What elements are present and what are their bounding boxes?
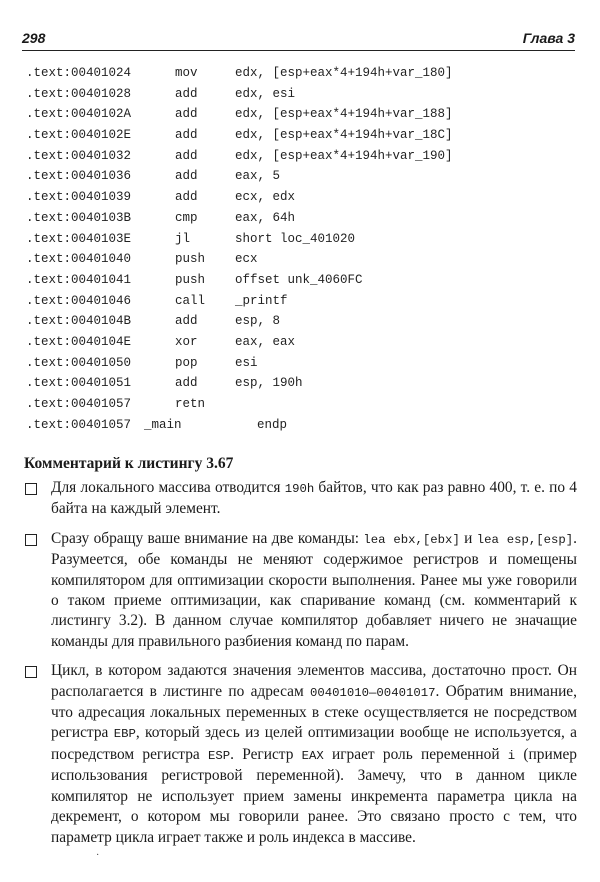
code-operands: edx, [esp+eax*4+194h+var_188] xyxy=(235,107,453,122)
text-run: Цикл, в котором задаются значения элементов массива, достаточно прост. Он располагается в листинге по адресам xyxy=(51,662,577,700)
code-address: .text:00401046 xyxy=(26,293,132,308)
code-operands: edx, [esp+eax*4+194h+var_180] xyxy=(235,66,453,80)
inline-code: lea esp,[esp] xyxy=(476,532,574,547)
inline-code: 190h xyxy=(284,482,315,496)
code-address: .text:00401041 xyxy=(26,272,132,287)
code-line xyxy=(26,291,566,312)
code-address: .text:0040104E xyxy=(26,334,132,349)
bullet-list xyxy=(24,478,577,857)
page-header xyxy=(22,30,575,52)
code-address: .text:00401036 xyxy=(26,169,132,184)
page-number: 298 xyxy=(22,30,46,46)
code-address: .text:00401057 xyxy=(26,397,132,411)
code-line xyxy=(26,166,566,187)
checkbox-bullet-icon xyxy=(25,666,37,678)
code-operands: esp, 8 xyxy=(235,314,281,329)
code-line xyxy=(26,84,566,105)
code-operands: edx, [esp+eax*4+194h+var_190] xyxy=(235,148,453,163)
code-address: .text:00401057 xyxy=(26,417,132,432)
code-operands: eax, eax xyxy=(235,334,296,349)
section-heading: Комментарий к листингу 3.67 xyxy=(24,455,234,472)
code-opcode: mov xyxy=(175,66,198,80)
code-operands: ecx xyxy=(235,252,258,267)
text-run: и xyxy=(459,529,477,547)
text-run: . Регистр xyxy=(230,745,302,763)
code-opcode: add xyxy=(175,86,198,101)
code-line xyxy=(26,229,566,250)
text-run: байтов, что как раз равно 400, т. е. по 4 байта на каждый элемент. xyxy=(51,479,577,518)
code-opcode: xor xyxy=(175,334,198,349)
code-address: .text:00401024 xyxy=(26,66,132,80)
code-line xyxy=(26,311,566,332)
code-address: .text:0040102A xyxy=(26,107,132,122)
inline-code: lea ebx,[ebx] xyxy=(363,532,460,547)
code-opcode: add xyxy=(175,128,198,143)
code-address: .text:00401032 xyxy=(26,148,132,163)
code-opcode: call xyxy=(175,293,206,308)
code-operands: ecx, edx xyxy=(235,190,296,205)
chapter-title: Глава 3 xyxy=(522,30,575,46)
code-operands: eax, 64h xyxy=(235,210,296,225)
code-address: .text:00401040 xyxy=(26,252,132,267)
code-address: .text:0040103E xyxy=(26,231,132,246)
list-item xyxy=(24,661,577,848)
code-line xyxy=(26,373,566,394)
code-operands: edx, esi xyxy=(235,86,296,101)
code-line xyxy=(26,104,566,125)
code-line xyxy=(26,270,566,291)
code-line xyxy=(26,208,566,229)
code-opcode: push xyxy=(175,252,206,267)
code-opcode: cmp xyxy=(175,210,198,225)
checkbox-bullet-icon xyxy=(25,483,37,495)
code-line xyxy=(26,249,566,270)
code-opcode: add xyxy=(175,107,198,122)
code-operands: short loc_401020 xyxy=(235,231,356,246)
text-run: . Обратим внимание, что адресация локальных переменных в стеке осуществляется не посредством регистра xyxy=(51,682,577,742)
code-address: .text:00401028 xyxy=(26,86,132,101)
code-operands: esi xyxy=(235,355,258,370)
code-operands: esp, 190h xyxy=(235,376,303,391)
inline-code: i xyxy=(507,748,516,763)
code-operands: endp xyxy=(257,417,288,432)
code-opcode: retn xyxy=(175,397,206,411)
code-opcode: jl xyxy=(175,231,191,246)
inline-code: ESP xyxy=(207,748,231,763)
code-line xyxy=(26,125,566,146)
checkbox-bullet-icon xyxy=(25,534,37,546)
inline-code: EAX xyxy=(301,748,324,763)
code-address: .text:0040103B xyxy=(26,210,132,225)
code-line xyxy=(26,415,566,436)
list-item xyxy=(24,529,577,652)
code-address: .text:00401050 xyxy=(26,355,132,370)
code-line xyxy=(26,146,566,167)
code-operands: _printf xyxy=(235,293,288,308)
code-opcode: _main xyxy=(144,417,182,432)
text-run: Сразу обращу ваше внимание на две команды: xyxy=(51,529,364,547)
code-line xyxy=(26,332,566,353)
code-line xyxy=(26,187,566,208)
code-opcode: pop xyxy=(175,355,198,370)
header-rule xyxy=(22,50,575,51)
code-line xyxy=(26,63,566,84)
code-operands: offset unk_4060FC xyxy=(235,272,363,287)
code-line xyxy=(26,353,566,374)
code-line xyxy=(26,394,566,415)
code-operands: edx, [esp+eax*4+194h+var_18C] xyxy=(235,128,453,143)
text-run: играет роль переменной xyxy=(323,745,508,763)
text-run: (пример использования регистровой переменной). Замечу, что в данном цикле компилятор не использует прием замены инкремента параметра цикла на декремент, о котором мы говорили ранее. Это связано просто с тем, что параметр цикла играет также и роль индекса в массиве. xyxy=(51,745,577,846)
code-opcode: add xyxy=(175,314,198,329)
text-run: Для локального массива отводится xyxy=(51,479,285,496)
code-address: .text:00401051 xyxy=(26,376,132,391)
code-operands: eax, 5 xyxy=(235,169,281,184)
inline-code: EBP xyxy=(113,727,136,742)
text-run: , который здесь из целей оптимизации вообще не используется, а посредством регистра xyxy=(51,724,577,763)
text-run: . Разумеется, обе команды не меняют содержимое регистров и помещены компилятором для оптимизации скорости выполнения. Ранее мы уже говорили о таком приеме оптимизации, как спаривание команд (см. комментарий к листингу 3.2). В данном случае компилятор добавляет ничего не значащие команды для правильного разбиения команд по парам. xyxy=(51,529,578,650)
code-address: .text:00401039 xyxy=(26,190,132,205)
code-listing xyxy=(26,63,566,435)
list-item xyxy=(24,478,577,520)
code-address: .text:0040104B xyxy=(26,314,132,329)
inline-code: 00401010—00401017 xyxy=(310,685,436,700)
code-opcode: add xyxy=(175,148,198,163)
scan-speck: · xyxy=(96,850,100,861)
code-opcode: add xyxy=(175,169,198,184)
code-address: .text:0040102E xyxy=(26,128,132,143)
code-opcode: push xyxy=(175,272,206,287)
code-opcode: add xyxy=(175,190,198,205)
code-opcode: add xyxy=(175,376,198,391)
